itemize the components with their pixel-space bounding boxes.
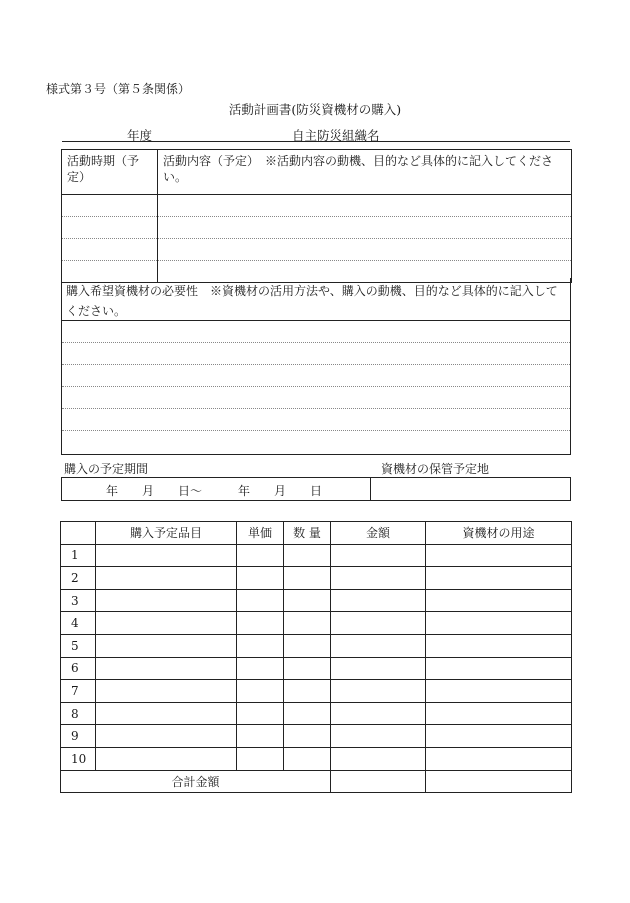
row-number: 6 [61,657,96,680]
row-number: 3 [61,589,96,612]
quantity-cell[interactable] [284,657,331,680]
usage-cell[interactable] [426,725,572,748]
table-row [61,612,572,635]
purchase-period-label: 購入の予定期間 [64,462,149,476]
row-number: 8 [61,702,96,725]
total-row [61,770,572,793]
activity-table [61,149,572,283]
activity-content-cell[interactable] [158,239,572,261]
activity-period-header: 活動時期（予定） [62,150,158,195]
row-number: 4 [61,612,96,635]
activity-content-cell[interactable] [158,217,572,239]
quantity-cell[interactable] [284,702,331,725]
quantity-cell[interactable] [284,589,331,612]
form-number: 様式第３号（第５条関係） [46,82,191,96]
activity-period-cell[interactable] [62,195,158,217]
unit-price-cell[interactable] [237,680,284,703]
need-row-line[interactable] [62,364,570,365]
usage-cell[interactable] [426,634,572,657]
usage-cell[interactable] [426,567,572,590]
activity-period-cell[interactable] [62,239,158,261]
table-row [61,544,572,567]
unit-price-cell[interactable] [237,657,284,680]
need-row-line[interactable] [62,342,570,343]
quantity-cell[interactable] [284,680,331,703]
item-cell[interactable] [96,725,237,748]
unit-price-cell[interactable] [237,612,284,635]
item-cell[interactable] [96,747,237,770]
activity-content-cell[interactable] [158,195,572,217]
document-title: 活動計画書(防災資機材の購入) [228,102,402,117]
items-header-unit-price: 単価 [237,522,284,545]
activity-row [62,239,572,261]
activity-row [62,217,572,239]
storage-location-label: 資機材の保管予定地 [381,462,490,476]
items-header-row [61,522,572,545]
item-cell[interactable] [96,612,237,635]
amount-cell[interactable] [331,634,426,657]
table-row [61,725,572,748]
amount-cell[interactable] [331,680,426,703]
organization-name-label: 自主防災組織名 [292,128,380,143]
items-table [60,521,572,793]
amount-cell[interactable] [331,702,426,725]
item-cell[interactable] [96,567,237,590]
items-header-number [61,522,96,545]
table-row [61,657,572,680]
item-cell[interactable] [96,680,237,703]
table-row [61,702,572,725]
usage-cell[interactable] [426,544,572,567]
fiscal-year-label: 年度 [127,128,153,143]
item-cell[interactable] [96,634,237,657]
need-row-line[interactable] [62,430,570,431]
need-row-line[interactable] [62,386,570,387]
unit-price-cell[interactable] [237,747,284,770]
usage-cell[interactable] [426,589,572,612]
total-amount-label: 合計金額 [61,770,331,793]
items-header-item: 購入予定品目 [96,522,237,545]
need-header-divider [62,320,570,321]
total-amount-cell[interactable] [331,770,426,793]
table-row [61,567,572,590]
usage-cell[interactable] [426,680,572,703]
table-row [61,634,572,657]
amount-cell[interactable] [331,747,426,770]
amount-cell[interactable] [331,567,426,590]
items-header-usage: 資機材の用途 [426,522,572,545]
row-number: 10 [61,747,96,770]
quantity-cell[interactable] [284,747,331,770]
purchase-need-header: 購入希望資機材の必要性 ※資機材の活用方法や、購入の動機、目的など具体的に記入してください。 [66,284,558,318]
item-cell[interactable] [96,657,237,680]
quantity-cell[interactable] [284,634,331,657]
amount-cell[interactable] [331,657,426,680]
row-number: 1 [61,544,96,567]
purchase-need-block [61,278,571,455]
row-number: 5 [61,634,96,657]
period-storage-box [61,477,571,501]
usage-cell[interactable] [426,702,572,725]
item-cell[interactable] [96,544,237,567]
amount-cell[interactable] [331,589,426,612]
row-number: 7 [61,680,96,703]
unit-price-cell[interactable] [237,589,284,612]
period-storage-divider [370,478,371,500]
row-number: 9 [61,725,96,748]
unit-price-cell[interactable] [237,725,284,748]
activity-period-cell[interactable] [62,217,158,239]
total-usage-cell[interactable] [426,770,572,793]
item-cell[interactable] [96,589,237,612]
need-row-line[interactable] [62,408,570,409]
amount-cell[interactable] [331,544,426,567]
unit-price-cell[interactable] [237,634,284,657]
activity-row [62,195,572,217]
unit-price-cell[interactable] [237,702,284,725]
quantity-cell[interactable] [284,612,331,635]
unit-price-cell[interactable] [237,567,284,590]
unit-price-cell[interactable] [237,544,284,567]
table-row [61,680,572,703]
items-header-amount: 金額 [331,522,426,545]
usage-cell[interactable] [426,657,572,680]
item-cell[interactable] [96,702,237,725]
amount-cell[interactable] [331,612,426,635]
amount-cell[interactable] [331,725,426,748]
activity-content-header: 活動内容（予定） ※活動内容の動機、目的など具体的に記入してください。 [158,150,572,195]
quantity-cell[interactable] [284,725,331,748]
usage-cell[interactable] [426,747,572,770]
purchase-period-field[interactable]: 年 月 日～ 年 月 日 [106,484,323,498]
items-header-quantity: 数 量 [284,522,331,545]
quantity-cell[interactable] [284,567,331,590]
table-row [61,589,572,612]
header-underline [62,141,570,142]
row-number: 2 [61,567,96,590]
quantity-cell[interactable] [284,544,331,567]
table-row [61,747,572,770]
usage-cell[interactable] [426,612,572,635]
